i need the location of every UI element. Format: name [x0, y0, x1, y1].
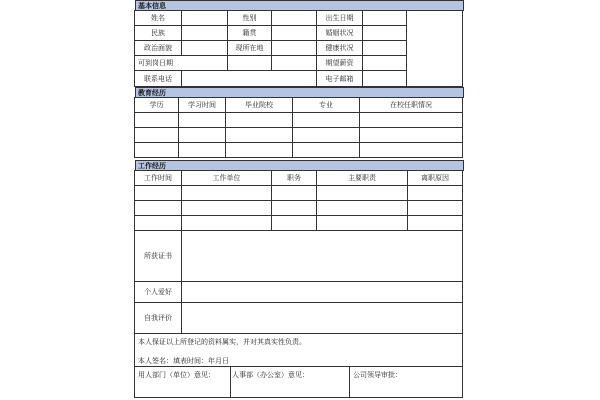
section-work: 工作经历: [135, 160, 464, 171]
field-political[interactable]: [181, 40, 228, 56]
field-residence[interactable]: [271, 40, 317, 56]
edu-cell[interactable]: [292, 127, 360, 143]
edu-cell[interactable]: [225, 112, 293, 128]
edu-cell[interactable]: [359, 127, 463, 143]
field-available-date[interactable]: [227, 55, 272, 71]
work-cell[interactable]: [271, 215, 317, 231]
work-header-time: 工作时间: [134, 170, 182, 186]
section-basic-info: 基本信息: [135, 0, 464, 11]
edu-header-major: 专业: [292, 97, 360, 113]
label-marital-status: 婚姻状况: [316, 25, 363, 41]
field-phone[interactable]: [181, 70, 317, 87]
field-gender[interactable]: [271, 10, 317, 26]
label-expected-salary: 期望薪资: [316, 55, 363, 71]
edu-header-school: 毕业院校: [225, 97, 293, 113]
edu-cell[interactable]: [178, 112, 226, 128]
edu-cell[interactable]: [359, 142, 463, 158]
section-education: 教育经历: [135, 87, 464, 98]
label-health: 健康状况: [316, 40, 363, 56]
edu-cell[interactable]: [292, 142, 360, 158]
work-cell[interactable]: [271, 185, 317, 201]
field-self-evaluation[interactable]: [181, 302, 463, 334]
field-name[interactable]: [181, 10, 228, 26]
label-certificates: 所获证书: [134, 230, 182, 282]
work-header-reason: 离职原因: [407, 170, 463, 186]
signature-line: 本人签名：填表时间：年月日: [138, 357, 229, 365]
work-cell[interactable]: [181, 185, 272, 201]
label-email: 电子邮箱: [316, 70, 363, 87]
approval-hr-label: 人事部（办公室）意见：: [232, 371, 309, 379]
label-self-evaluation: 自我评价: [134, 302, 182, 334]
label-native-place: 籍贯: [227, 25, 272, 41]
label-ethnicity: 民族: [134, 25, 182, 41]
field-health[interactable]: [362, 40, 407, 56]
edu-header-roles: 在校任职情况: [359, 97, 463, 113]
work-header-duties: 主要职责: [316, 170, 408, 186]
label-name: 姓名: [134, 10, 182, 26]
label-residence: 现所在地: [227, 40, 272, 56]
work-cell[interactable]: [316, 215, 408, 231]
edu-cell[interactable]: [134, 112, 179, 128]
approval-dept-label: 用人部门（单位）意见：: [138, 371, 215, 379]
edu-cell[interactable]: [225, 142, 293, 158]
edu-cell[interactable]: [359, 112, 463, 128]
field-hobbies[interactable]: [181, 281, 463, 303]
work-cell[interactable]: [181, 200, 272, 216]
label-available-date: 可到岗日期: [134, 55, 228, 71]
edu-header-degree: 学历: [134, 97, 179, 113]
edu-header-time: 学习时间: [178, 97, 226, 113]
edu-cell[interactable]: [178, 127, 226, 143]
resume-form: [135, 0, 464, 399]
field-certificates[interactable]: [181, 230, 463, 282]
declaration-statement: 本人保证以上所登记的资料属实，并对其真实性负责。: [138, 338, 306, 346]
work-cell[interactable]: [181, 215, 272, 231]
label-phone: 联系电话: [134, 70, 182, 87]
field-email[interactable]: [362, 70, 407, 87]
work-cell[interactable]: [407, 200, 463, 216]
work-cell[interactable]: [134, 200, 182, 216]
field-marital-status[interactable]: [362, 25, 407, 41]
edu-cell[interactable]: [134, 127, 179, 143]
work-cell[interactable]: [407, 215, 463, 231]
work-cell[interactable]: [407, 185, 463, 201]
edu-cell[interactable]: [178, 142, 226, 158]
field-available-date-2[interactable]: [271, 55, 317, 71]
photo-box[interactable]: [406, 10, 463, 87]
label-political: 政治面貌: [134, 40, 182, 56]
approval-leader-label: 公司领导审批：: [353, 371, 402, 379]
work-header-company: 工作单位: [181, 170, 272, 186]
work-cell[interactable]: [134, 185, 182, 201]
label-gender: 性别: [227, 10, 272, 26]
label-hobbies: 个人爱好: [134, 281, 182, 303]
work-cell[interactable]: [316, 200, 408, 216]
edu-cell[interactable]: [134, 142, 179, 158]
work-header-position: 职务: [271, 170, 317, 186]
work-cell[interactable]: [134, 215, 182, 231]
field-native-place[interactable]: [271, 25, 317, 41]
label-birth-date: 出生日期: [316, 10, 363, 26]
field-expected-salary[interactable]: [362, 55, 407, 71]
edu-cell[interactable]: [292, 112, 360, 128]
field-ethnicity[interactable]: [181, 25, 228, 41]
edu-cell[interactable]: [225, 127, 293, 143]
work-cell[interactable]: [271, 200, 317, 216]
field-birth-date[interactable]: [362, 10, 407, 26]
work-cell[interactable]: [316, 185, 408, 201]
